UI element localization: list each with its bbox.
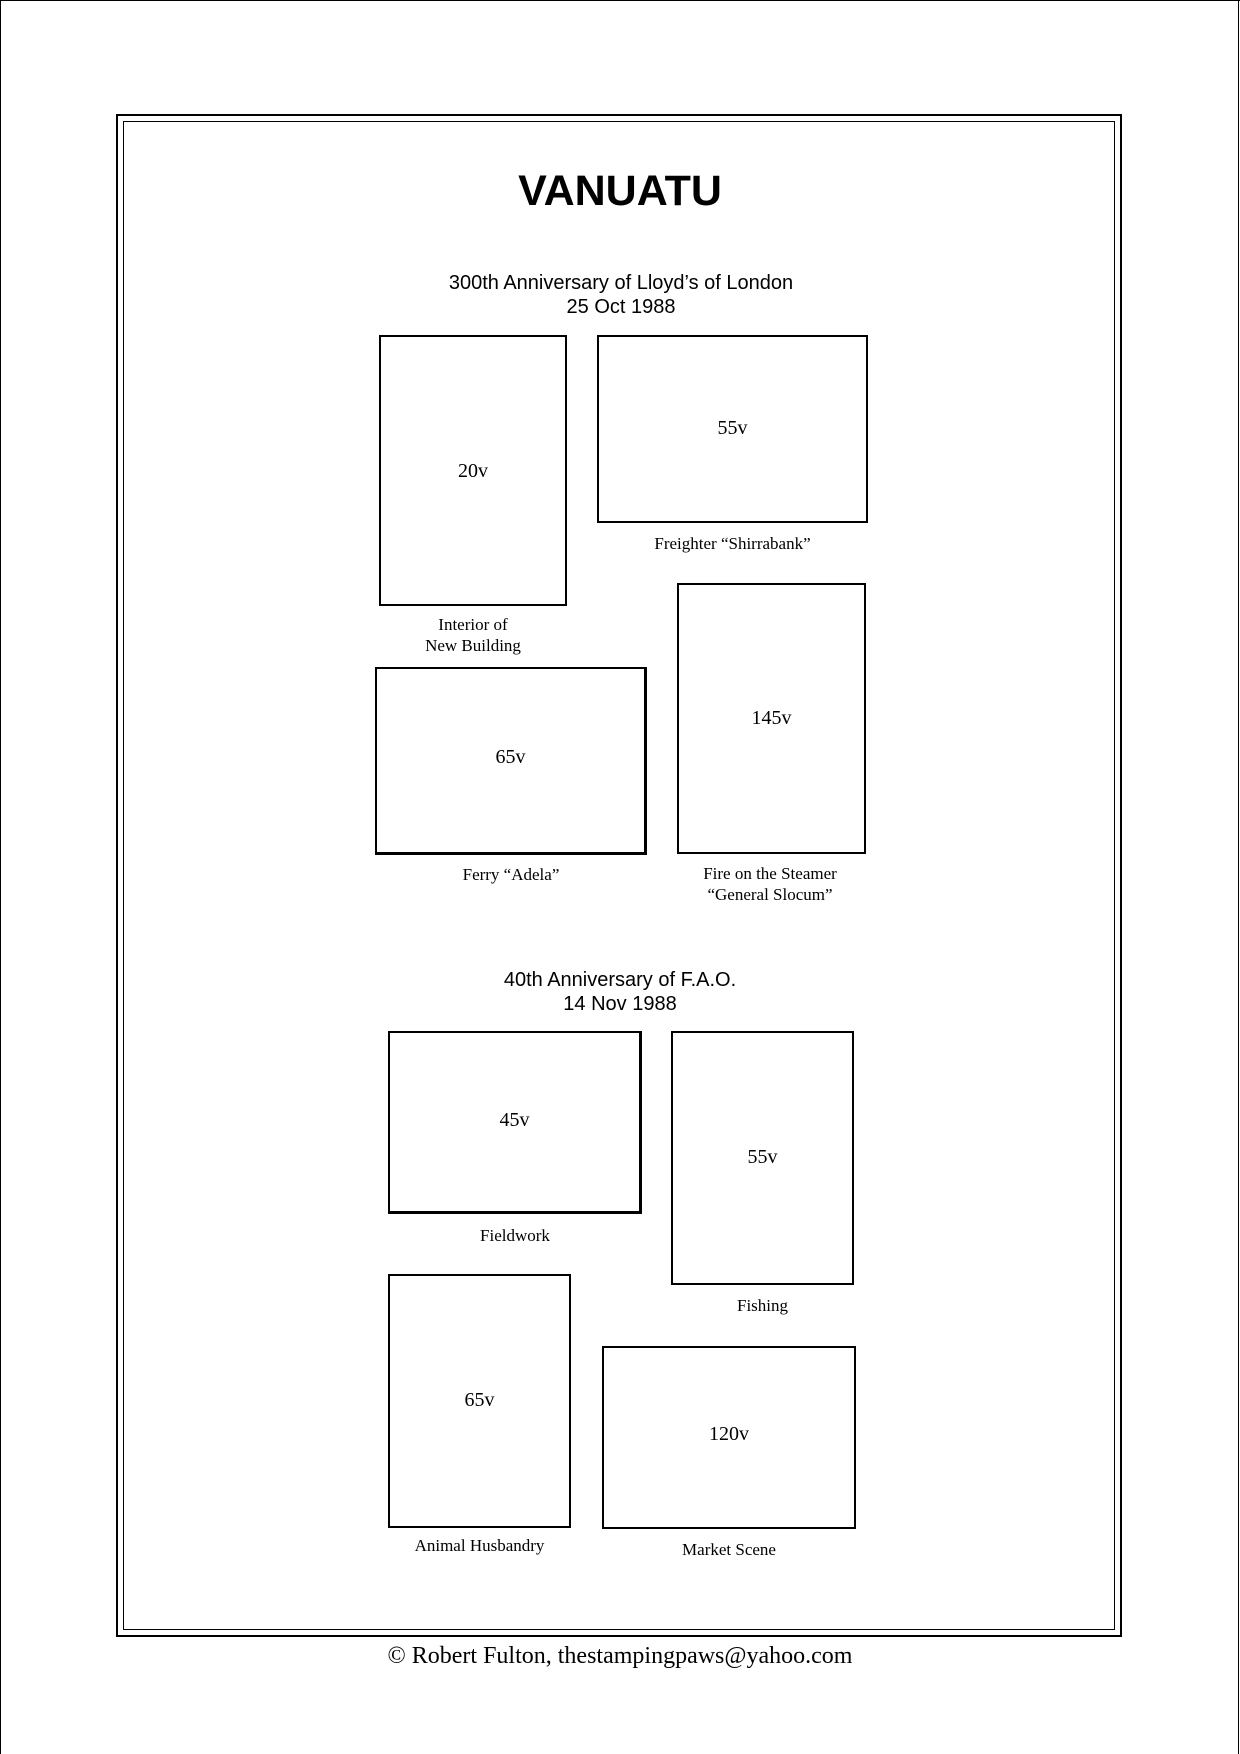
issue-date: 25 Oct 1988 <box>566 296 676 318</box>
stamp-value: 55v <box>747 1146 778 1168</box>
issue-title: 40th Anniversary of F.A.O. <box>503 969 737 991</box>
issue-heading-fao <box>320 968 920 1016</box>
stamp-caption: Fire on the Steamer “General Slocum” <box>703 864 837 904</box>
stamp-caption: Market Scene <box>682 1540 776 1559</box>
stamp-value: 55v <box>717 417 748 439</box>
stamp-space-20v <box>379 335 567 606</box>
stamp-caption: Fieldwork <box>480 1226 550 1245</box>
copyright-footer: © Robert Fulton, thestampingpaws@yahoo.com <box>387 1643 853 1669</box>
stamp-caption: Interior of New Building <box>425 615 521 655</box>
stamp-space-45v <box>388 1031 642 1214</box>
stamp-caption: Ferry “Adela” <box>462 865 560 884</box>
stamp-caption: Fishing <box>736 1296 789 1315</box>
stamp-value: 120v <box>709 1423 749 1445</box>
issue-title: 300th Anniversary of Lloyd’s of London <box>448 272 794 294</box>
page-title: VANUATU <box>518 167 722 215</box>
issue-heading-lloyds <box>321 271 921 319</box>
stamp-space-55v <box>671 1031 854 1285</box>
stamp-value: 65v <box>464 1389 495 1411</box>
page-edge-top <box>0 0 1240 1</box>
stamp-value: 65v <box>495 746 526 768</box>
stamp-space-55v <box>597 335 868 523</box>
stamp-space-65v <box>388 1274 571 1528</box>
stamp-space-120v <box>602 1346 856 1529</box>
stamp-value: 20v <box>458 460 488 482</box>
stamp-value: 145v <box>751 707 792 729</box>
issue-date: 14 Nov 1988 <box>563 993 677 1015</box>
page-edge-left <box>0 0 1 1754</box>
stamp-value: 45v <box>499 1109 530 1131</box>
stamp-space-65v <box>375 667 647 855</box>
stamp-space-145v <box>677 583 866 854</box>
stamp-caption: Freighter “Shirrabank” <box>654 534 811 553</box>
stamp-caption: Animal Husbandry <box>414 1536 545 1555</box>
page-edge-right <box>1238 0 1239 1754</box>
